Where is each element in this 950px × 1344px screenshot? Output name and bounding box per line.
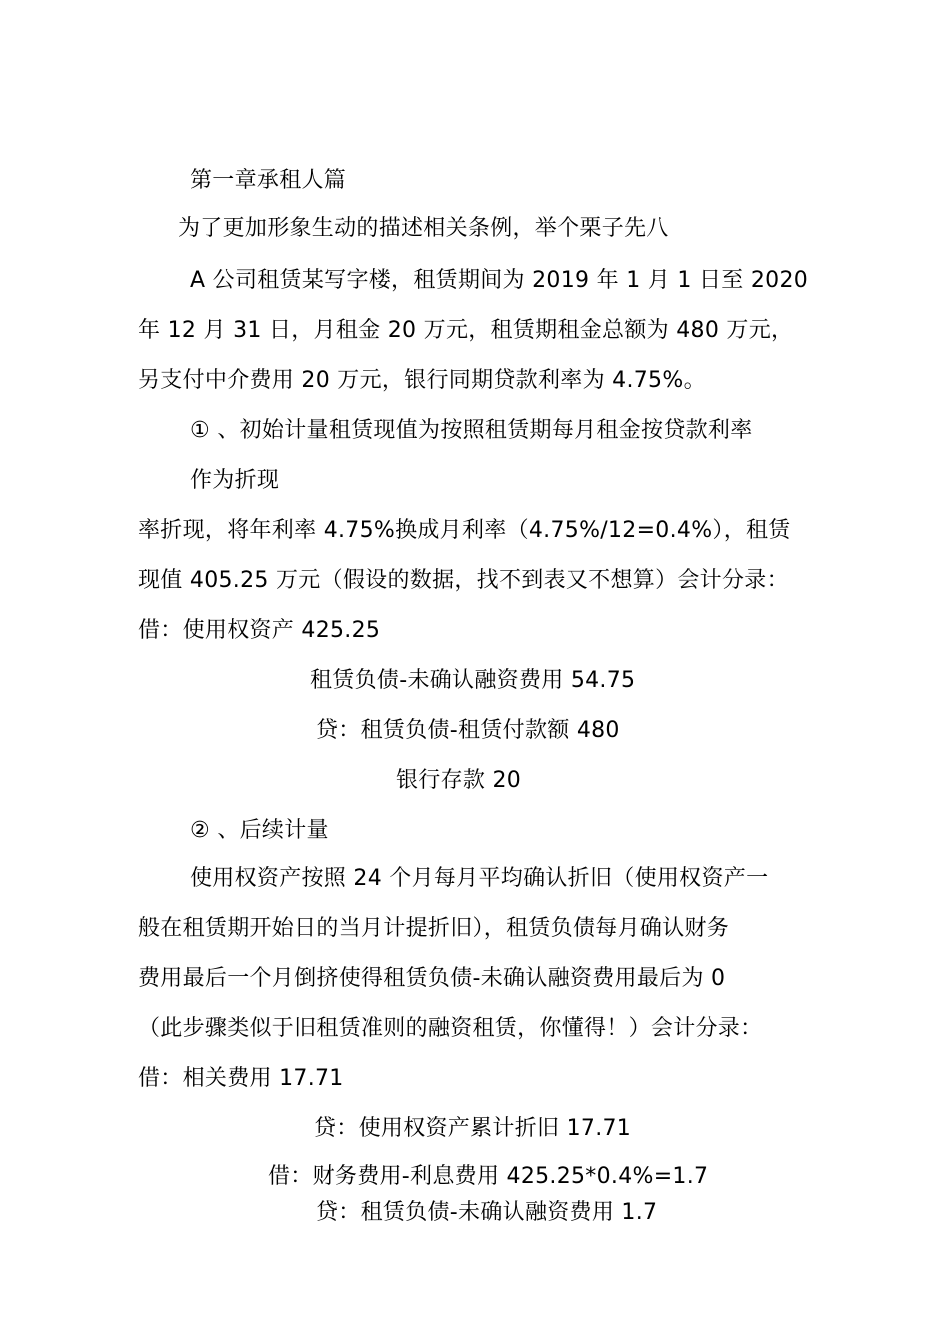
section-heading-subsequent: ② 、后续计量: [190, 818, 329, 843]
journal-entry-line: 借：使用权资产 425.25: [138, 618, 381, 643]
paragraph-line: 年 12 月 31 日，月租金 20 万元，租赁期租金总额为 480 万元，: [138, 318, 794, 343]
intro-line: 为了更加形象生动的描述相关条例，举个栗子先八: [178, 216, 669, 241]
journal-entry-line: 贷：租赁负债-租赁付款额 480: [316, 718, 620, 743]
paragraph-line: 作为折现: [190, 468, 280, 493]
paragraph-line: 费用最后一个月倒挤使得租赁负债-未确认融资费用最后为 0: [138, 966, 726, 991]
paragraph-line: 率折现，将年利率 4.75%换成月利率（4.75%/12=0.4%），租赁: [138, 518, 791, 543]
journal-entry-line: 借：财务费用-利息费用 425.25*0.4%=1.7: [268, 1164, 709, 1189]
section-heading-initial: ① 、初始计量租赁现值为按照租赁期每月租金按贷款利率: [190, 418, 753, 443]
paragraph-line: 使用权资产按照 24 个月每月平均确认折旧（使用权资产一: [190, 866, 769, 891]
journal-entry-line: 租赁负债-未确认融资费用 54.75: [310, 668, 636, 693]
paragraph-line: 另支付中介费用 20 万元，银行同期贷款利率为 4.75%。: [138, 368, 706, 393]
journal-entry-line: 贷：使用权资产累计折旧 17.71: [314, 1116, 632, 1141]
paragraph-line: A 公司租赁某写字楼，租赁期间为 2019 年 1 月 1 日至 2020: [190, 268, 809, 293]
journal-entry-line: 贷：租赁负债-未确认融资费用 1.7: [316, 1200, 658, 1225]
journal-entry-line: 借：相关费用 17.71: [138, 1066, 344, 1091]
paragraph-line: 现值 405.25 万元（假设的数据，找不到表又不想算）会计分录：: [138, 568, 789, 593]
chapter-heading: 第一章承租人篇: [190, 168, 347, 193]
paragraph-line: 般在租赁期开始日的当月计提折旧），租赁负债每月确认财务: [138, 916, 730, 941]
paragraph-line: （此步骤类似于旧租赁准则的融资租赁，你懂得！）会计分录：: [138, 1016, 763, 1041]
journal-entry-line: 银行存款 20: [396, 768, 522, 793]
